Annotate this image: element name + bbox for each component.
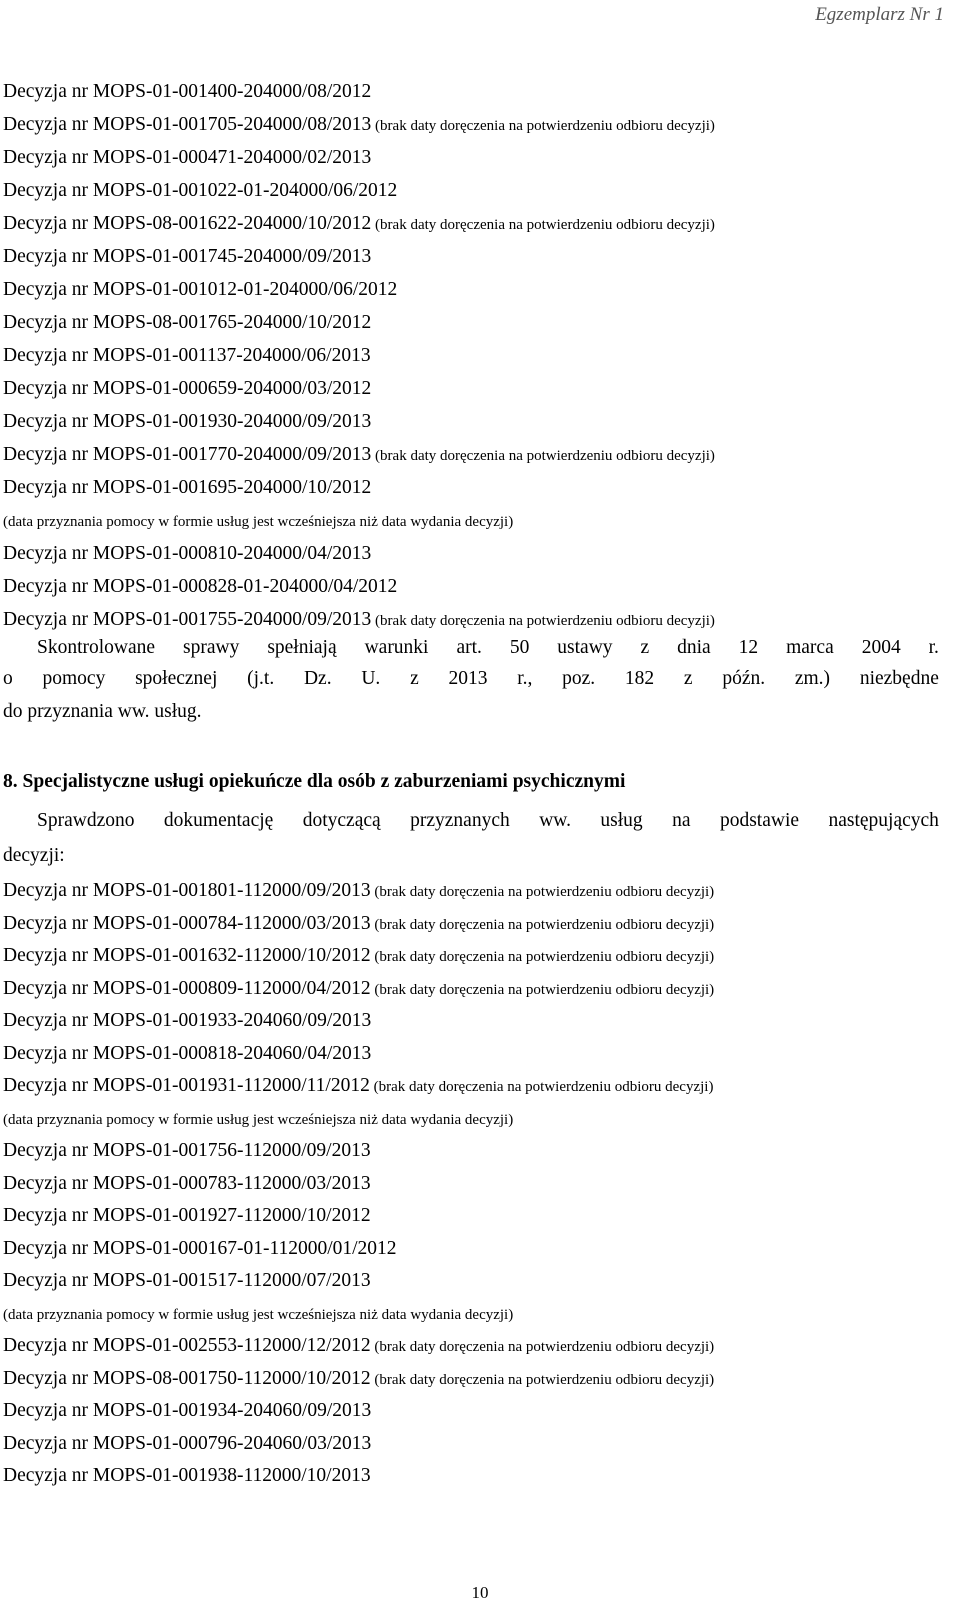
list-item	[3, 1076, 713, 1096]
word: 2013	[448, 668, 488, 689]
word: pomocy	[42, 668, 106, 689]
word: r.,	[517, 668, 533, 689]
decision-number: Decyzja nr MOPS-01-001770-204000/09/2013	[3, 444, 372, 465]
word: dokumentację	[163, 810, 274, 831]
list-item	[3, 544, 371, 564]
word: (j.t.	[247, 668, 275, 689]
decision-number: Decyzja nr MOPS-01-001933-204060/09/2013	[3, 1010, 372, 1031]
list-item	[3, 148, 371, 168]
list-item	[3, 181, 397, 201]
decision-number: Decyzja nr MOPS-01-000810-204000/04/2013	[3, 543, 372, 564]
decision-number: Decyzja nr MOPS-08-001622-204000/10/2012	[3, 213, 372, 234]
decision-number: Decyzja nr MOPS-08-001750-112000/10/2012	[3, 1367, 371, 1389]
word: art.	[456, 637, 482, 658]
word: z	[683, 668, 693, 689]
decision-number: Decyzja nr MOPS-01-002553-112000/12/2012	[3, 1335, 371, 1356]
word: 182	[624, 668, 655, 689]
decision-number: Decyzja nr MOPS-01-001931-112000/11/2012	[3, 1075, 370, 1096]
decision-number: Decyzja nr MOPS-01-001934-204060/09/2013	[3, 1400, 372, 1421]
decision-number: Decyzja nr MOPS-01-001755-204000/09/2013	[3, 609, 372, 630]
word: z	[410, 668, 419, 689]
list-item	[3, 379, 371, 399]
decision-note: (brak daty doręczenia na potwierdzeniu odbioru decyzji)	[371, 118, 715, 134]
paragraph-line-3: do przyznania ww. usług.	[3, 701, 202, 722]
word: społecznej	[135, 668, 218, 689]
decision-number: Decyzja nr MOPS-01-000828-01-204000/04/2012	[3, 576, 398, 597]
decision-note: (data przyznania pomocy w formie usług jest wcześniejsza niż data wydania decyzji)	[3, 1306, 514, 1323]
decision-number: Decyzja nr MOPS-01-001927-112000/10/2012	[3, 1205, 371, 1226]
word: Sprawdzono	[37, 810, 135, 831]
list-item	[3, 1044, 371, 1064]
decision-number: Decyzja nr MOPS-01-000659-204000/03/2012	[3, 378, 372, 399]
decision-number: Decyzja nr MOPS-01-001517-112000/07/2013	[3, 1270, 371, 1291]
word: ustawy	[557, 637, 613, 658]
list-item	[3, 412, 371, 432]
decision-number: Decyzja nr MOPS-01-001801-112000/09/2013	[3, 880, 371, 901]
list-item	[3, 346, 371, 366]
decision-number: Decyzja nr MOPS-01-000809-112000/04/2012	[3, 977, 371, 999]
copy-label: Egzemplarz Nr 1	[815, 4, 944, 25]
page-number: 10	[471, 1583, 489, 1602]
decision-note: (brak daty doręczenia na potwierdzeniu odbioru decyzji)	[370, 916, 715, 933]
decision-number: Decyzja nr MOPS-01-001012-01-204000/06/2012	[3, 279, 398, 300]
paragraph-line-2	[3, 669, 939, 689]
list-item	[3, 445, 715, 465]
decision-note: (brak daty doręczenia na potwierdzeniu odbioru decyzji)	[369, 1079, 714, 1095]
word: 2004	[861, 637, 901, 658]
decision-number: Decyzja nr MOPS-01-000471-204000/02/2013	[3, 147, 372, 168]
word: 50	[509, 637, 530, 658]
section-heading: 8. Specjalistyczne usługi opiekuńcze dla osób z zaburzeniami psychicznymi	[3, 771, 626, 792]
decision-number: Decyzja nr MOPS-01-001400-204000/08/2012	[3, 81, 372, 102]
list-item	[3, 979, 714, 999]
word: spełniają	[267, 637, 337, 658]
decision-note: (brak daty doręczenia na potwierdzeniu odbioru decyzji)	[370, 1371, 715, 1388]
word: późn.	[722, 668, 766, 689]
decision-number: Decyzja nr MOPS-01-001022-01-204000/06/2012	[3, 180, 398, 201]
word: dnia	[677, 637, 711, 658]
word: ww.	[539, 810, 571, 831]
decision-note: (brak daty doręczenia na potwierdzeniu odbioru decyzji)	[371, 448, 715, 464]
word: dotyczącą	[302, 810, 381, 831]
list-item	[3, 511, 513, 531]
decision-number: Decyzja nr MOPS-01-000818-204060/04/2013	[3, 1042, 372, 1064]
list-item	[3, 247, 371, 267]
decision-number: Decyzja nr MOPS-01-000796-204060/03/2013	[3, 1432, 372, 1454]
word: przyznanych	[410, 810, 510, 831]
decision-note: (brak daty doręczenia na potwierdzeniu odbioru decyzji)	[371, 613, 715, 629]
list-item	[3, 1109, 513, 1129]
section-intro-line-2: decyzji:	[3, 845, 65, 866]
word: 12	[738, 637, 759, 658]
decision-note: (brak daty doręczenia na potwierdzeniu odbioru decyzji)	[370, 949, 715, 965]
list-item	[3, 82, 371, 102]
decision-number: Decyzja nr MOPS-01-001705-204000/08/2013	[3, 114, 372, 135]
decision-number: Decyzja nr MOPS-01-001695-204000/10/2012	[3, 477, 372, 498]
word: podstawie	[719, 810, 800, 831]
decision-number: Decyzja nr MOPS-01-001632-112000/10/2012	[3, 945, 371, 966]
word: Dz.	[303, 668, 332, 689]
list-item	[3, 478, 371, 498]
decision-number: Decyzja nr MOPS-01-001137-204000/06/2013	[3, 345, 371, 366]
list-item	[3, 1401, 371, 1421]
decision-note: (data przyznania pomocy w formie usług jest wcześniejsza niż data wydania decyzji)	[3, 1111, 514, 1128]
decision-note: (brak daty doręczenia na potwierdzeniu odbioru decyzji)	[371, 217, 715, 233]
section-intro-line-1	[37, 811, 939, 831]
list-item	[3, 1369, 714, 1389]
list-item	[3, 214, 715, 234]
word: z	[640, 637, 650, 658]
decision-number: Decyzja nr MOPS-01-000784-112000/03/2013	[3, 912, 371, 934]
word: następujących	[828, 810, 939, 831]
word: usług	[600, 810, 643, 831]
list-item	[3, 1336, 714, 1356]
decision-number: Decyzja nr MOPS-01-000167-01-112000/01/2012	[3, 1237, 397, 1259]
decision-number: Decyzja nr MOPS-01-001930-204000/09/2013	[3, 411, 372, 432]
list-item	[3, 610, 715, 630]
word: warunki	[364, 637, 429, 658]
paragraph-line-1	[37, 638, 939, 658]
decision-note: (brak daty doręczenia na potwierdzeniu odbioru decyzji)	[370, 884, 715, 900]
list-item	[3, 1011, 371, 1031]
word: na	[672, 810, 691, 831]
list-item	[3, 881, 714, 901]
word: niezbędne	[859, 668, 939, 689]
word: r.	[928, 637, 939, 658]
list-item	[3, 1304, 513, 1324]
list-item	[3, 1174, 371, 1194]
decision-number: Decyzja nr MOPS-08-001765-204000/10/2012	[3, 312, 372, 333]
decision-number: Decyzja nr MOPS-01-000783-112000/03/2013	[3, 1172, 371, 1194]
decision-note: (brak daty doręczenia na potwierdzeniu odbioru decyzji)	[370, 1339, 715, 1355]
list-item	[3, 1434, 371, 1454]
word: sprawy	[183, 637, 240, 658]
word: zm.)	[794, 668, 831, 689]
list-item	[3, 115, 715, 135]
list-item	[3, 1141, 371, 1161]
decision-number: Decyzja nr MOPS-01-001756-112000/09/2013	[3, 1140, 371, 1161]
list-item	[3, 1239, 397, 1259]
list-item	[3, 1466, 371, 1486]
list-item	[3, 577, 397, 597]
word: marca	[786, 637, 834, 658]
list-item	[3, 280, 397, 300]
word: o	[3, 668, 13, 689]
decision-note: (brak daty doręczenia na potwierdzeniu odbioru decyzji)	[370, 981, 715, 998]
list-item	[3, 1206, 371, 1226]
decision-note: (data przyznania pomocy w formie usług jest wcześniejsza niż data wydania decyzji)	[3, 514, 514, 530]
list-item	[3, 1271, 371, 1291]
list-item	[3, 946, 714, 966]
decision-number: Decyzja nr MOPS-01-001745-204000/09/2013	[3, 246, 372, 267]
decision-number: Decyzja nr MOPS-01-001938-112000/10/2013	[3, 1465, 371, 1486]
word: U.	[361, 668, 381, 689]
list-item	[3, 313, 371, 333]
word: Skontrolowane	[37, 637, 156, 658]
list-item	[3, 914, 714, 934]
word: poz.	[562, 668, 596, 689]
